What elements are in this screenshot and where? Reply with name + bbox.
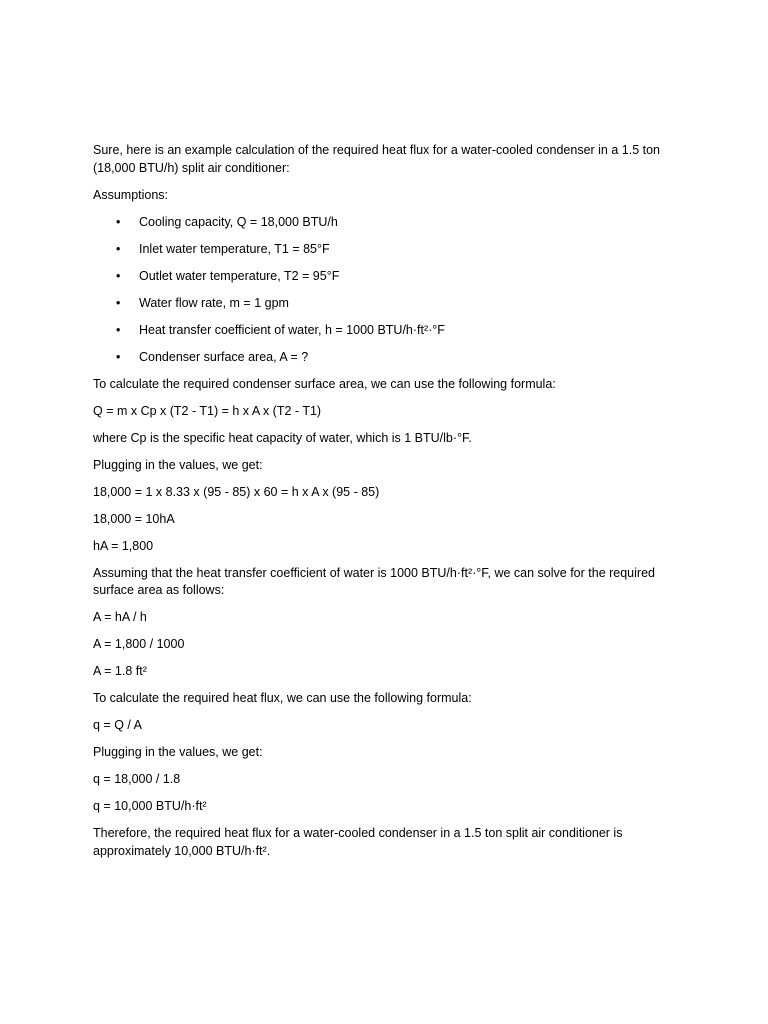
formula-line: Q = m x Cp x (T2 - T1) = h x A x (T2 - T1) — [93, 403, 322, 418]
list-item — [93, 241, 678, 259]
formula-line: A = hA / h — [93, 610, 147, 624]
formula-line: hA = 1,800 — [93, 538, 154, 553]
list-item — [93, 349, 678, 367]
bullet-icon: • — [116, 268, 121, 283]
formula-line: A = 1.8 ft² — [93, 664, 147, 678]
bullet-icon: • — [116, 322, 121, 337]
list-item — [93, 295, 678, 313]
assumptions-heading: Assumptions: — [93, 187, 169, 202]
conclusion-paragraph: Therefore, the required heat flux for a water-cooled condenser in a 1.5 ton split air conditioner is approximately 10,000 BTU/h·ft². — [93, 826, 623, 858]
list-item — [93, 322, 678, 340]
bullet-icon: • — [116, 241, 121, 256]
list-item-text: Condenser surface area, A = ? — [139, 349, 309, 364]
list-item-text: Cooling capacity, Q = 18,000 BTU/h — [139, 214, 338, 229]
body-paragraph: Plugging in the values, we get: — [93, 745, 263, 759]
list-item-text: Outlet water temperature, T2 = 95°F — [139, 268, 340, 283]
bullet-icon: • — [116, 349, 121, 364]
list-item-text: Inlet water temperature, T1 = 85°F — [139, 241, 330, 256]
list-item — [93, 214, 678, 232]
body-paragraph: Plugging in the values, we get: — [93, 457, 263, 472]
list-item — [93, 268, 678, 286]
body-paragraph: Assuming that the heat transfer coefficient of water is 1000 BTU/h·ft²·°F, we can solve for the required surface area as follows: — [93, 565, 655, 597]
formula-line: q = 10,000 BTU/h·ft² — [93, 799, 207, 813]
bullet-icon: • — [116, 295, 121, 310]
formula-line: A = 1,800 / 1000 — [93, 637, 185, 651]
body-paragraph: To calculate the required heat flux, we can use the following formula: — [93, 691, 472, 705]
formula-line: 18,000 = 10hA — [93, 511, 175, 526]
assumptions-list — [93, 214, 678, 367]
list-item-text: Water flow rate, m = 1 gpm — [139, 295, 289, 310]
intro-paragraph: Sure, here is an example calculation of the required heat flux for a water-cooled condenser in a 1.5 ton (18,000 BTU/h) split air conditioner: — [93, 143, 661, 175]
body-paragraph: where Cp is the specific heat capacity of water, which is 1 BTU/lb·°F. — [93, 430, 472, 445]
formula-line: q = Q / A — [93, 718, 142, 732]
bullet-icon: • — [116, 214, 121, 229]
list-item-text: Heat transfer coefficient of water, h = 1000 BTU/h·ft²·°F — [139, 322, 445, 337]
formula-line: q = 18,000 / 1.8 — [93, 772, 181, 786]
document-body — [93, 142, 678, 870]
formula-line: 18,000 = 1 x 8.33 x (95 - 85) x 60 = h x A x (95 - 85) — [93, 484, 380, 499]
body-paragraph: To calculate the required condenser surface area, we can use the following formula: — [93, 376, 556, 391]
